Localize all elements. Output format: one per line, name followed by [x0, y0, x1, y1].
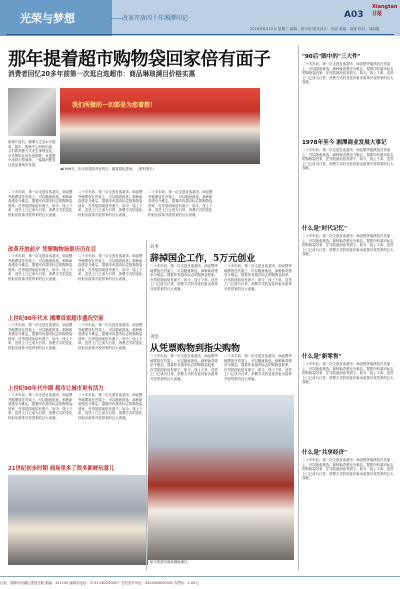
supermarket-photo [148, 395, 294, 560]
body-text-4: 二十多年前，第一次走进自选超市，商品整齐地摆放在货架上，可以随意挑选，那种新奇感至今难忘。提着印有超市标志的购物袋回家，在邻居面前倍有面子。如今，线上下单、送货上门已成为日常，消费方式的变化折射出改革开放带来的巨大成就。 [8, 254, 73, 281]
store-photo [8, 475, 148, 565]
lead-headline: 那年提着超市购物袋回家倍有面子 [8, 49, 271, 70]
body-text-3: 二十多年前，第一次走进自选超市，商品整齐地摆放在货架上，可以随意挑选，那种新奇感至今难忘。提着印有超市标志的购物袋回家，在邻居面前倍有面子。如今，线上下单、送货上门已成为日常，消费方式的变化折射出改革开放带来的巨大成就。 [148, 190, 213, 217]
sidebar-title-5: 什么是"共享经济" [302, 450, 347, 456]
sidebar-text-3: 二十多年前，第一次走进自选超市，商品整齐地摆放在货架上，可以随意挑选，那种新奇感至今难忘。提着印有超市标志的购物袋回家，在邻居面前倍有面子。如今，线上下单、送货上门已成为日常，消费方式的变化折射出改革开放带来的巨大成就。 [302, 234, 394, 257]
body-text-6: 二十多年前，第一次走进自选超市，商品整齐地摆放在货架上，可以随意挑选，那种新奇感至今难忘。提着印有超市标志的购物袋回家，在邻居面前倍有面子。如今，线上下单、送货上门已成为日常，消费方式的变化折射出改革开放带来的巨大成就。 [8, 323, 73, 350]
body-text-7: 二十多年前，第一次走进自选超市，商品整齐地摆放在货架上，可以随意挑选，那种新奇感至今难忘。提着印有超市标志的购物袋回家，在邻居面前倍有面子。如今，线上下单、送货上门已成为日常，消费方式的变化折射出改革开放带来的巨大成就。 [78, 323, 143, 350]
lead-intro: 改革开放后，湘潭人生活水平提高，超市、购物中心纷纷出现，人们的消费方式发生深刻变化。从凭票供应到自选购物，从提篮小卖到大型商场，一幕幕消费变迁见证着城市发展。 [8, 140, 56, 167]
section-subtitle: ——改革开放四十年湘潭印记 [110, 15, 189, 22]
header-rule [6, 34, 394, 35]
lead-photo [60, 88, 260, 164]
body-text-8: 二十多年前，第一次走进自选超市，商品整齐地摆放在货架上，可以随意挑选，那种新奇感至今难忘。提着印有超市标志的购物袋回家，在邻居面前倍有面子。如今，线上下单、送货上门已成为日常，消费方式的变化折射出改革开放带来的巨大成就。 [8, 393, 73, 420]
dateline: 2018年8月22日 星期三 编辑：曾小英 版式设计：朱丽 美编：周娅 校对：刘丽霞 [250, 27, 380, 31]
sidebar-title-1: "90后"眼中的"三大件" [302, 54, 361, 60]
page-code: A03 [344, 10, 364, 20]
sidebar-title-4: 什么是"新零售" [302, 354, 342, 360]
middle-kicker-1: 故事 [150, 245, 159, 250]
section-title: 光荣与梦想 [20, 12, 75, 25]
sidebar-title-2: 1978年至今 湘潭商业发展大事记 [302, 140, 387, 146]
sidebar-text-2: 二十多年前，第一次走进自选超市，商品整齐地摆放在货架上，可以随意挑选，那种新奇感至今难忘。提着印有超市标志的购物袋回家，在邻居面前倍有面子。如今，线上下单、送货上门已成为日常，消费方式的变化折射出改革开放带来的巨大成就。 [302, 148, 394, 171]
sidebar-text-1: 二十多年前，第一次走进自选超市，商品整齐地摆放在货架上，可以随意挑选，那种新奇感至今难忘。提着印有超市标志的购物袋回家，在邻居面前倍有面子。如今，线上下单、送货上门已成为日常，消费方式的变化折射出改革开放带来的巨大成就。 [302, 62, 394, 85]
column-divider [146, 240, 147, 570]
body-text-12: 二十多年前，第一次走进自选超市，商品整齐地摆放在货架上，可以随意挑选，那种新奇感至今难忘。提着印有超市标志的购物袋回家，在邻居面前倍有面子。如今，线上下单、送货上门已成为日常，消费方式的变化折射出改革开放带来的巨大成就。 [150, 354, 218, 381]
middle-kicker-2: 观察 [150, 335, 159, 340]
body-text-9: 二十多年前，第一次走进自选超市，商品整齐地摆放在货架上，可以随意挑选，那种新奇感至今难忘。提着印有超市标志的购物袋回家，在邻居面前倍有面子。如今，线上下单、送货上门已成为日常，消费方式的变化折射出改革开放带来的巨大成就。 [78, 393, 143, 420]
photo-banner-text: 我们所做的一切都是为您着想！ [72, 102, 157, 109]
masthead-logo: Xiangtan日报 [372, 4, 398, 17]
lead-subhead: 消费者回忆20多年前第一次逛自选超市：商品琳琅满目价格实惠 [8, 70, 196, 78]
lead-photo-caption: ◀1998年，步步高超市开业首日，顾客排队进场。（资料图片） [60, 167, 157, 171]
middle-photo-caption: 如今的超市商品琳琅满目。 [150, 560, 191, 564]
sidebar-text-5: 二十多年前，第一次走进自选超市，商品整齐地摆放在货架上，可以随意挑选，那种新奇感至今难忘。提着印有超市标志的购物袋回家，在邻居面前倍有面子。如今，线上下单、送货上门已成为日常，消费方式的变化折射出改革开放带来的巨大成就。 [302, 458, 394, 481]
story-head-4: 21世纪初步时期 商场里多了很多新鲜玩意儿 [8, 466, 115, 472]
sidebar-text-4: 二十多年前，第一次走进自选超市，商品整齐地摆放在货架上，可以随意挑选，那种新奇感至今难忘。提着印有超市标志的购物袋回家，在邻居面前倍有面子。如今，线上下单、送货上门已成为日常，消费方式的变化折射出改革开放带来的巨大成就。 [302, 362, 394, 385]
sidebar-divider [298, 45, 299, 570]
middle-head-2: 从凭票购物到指尖购物 [150, 344, 241, 354]
sidebar-title-3: 什么是"时代记忆" [302, 226, 347, 232]
body-text-13: 二十多年前，第一次走进自选超市，商品整齐地摆放在货架上，可以随意挑选，那种新奇感至今难忘。提着印有超市标志的购物袋回家，在邻居面前倍有面子。如今，线上下单、送货上门已成为日常，消费方式的变化折射出改革开放带来的巨大成就。 [224, 354, 292, 381]
page-footer: 社址：湘潭市雨湖区建设北路 邮编：411100 编辑部电话：0731-58225000 广告经营许可证：4303004000001 零售价：1.00元 [0, 576, 400, 589]
body-text-10: 二十多年前，第一次走进自选超市，商品整齐地摆放在货架上，可以随意挑选，那种新奇感至今难忘。提着印有超市标志的购物袋回家，在邻居面前倍有面子。如今，线上下单、送货上门已成为日常，消费方式的变化折射出改革开放带来的巨大成就。 [150, 264, 218, 291]
body-text-2: 二十多年前，第一次走进自选超市，商品整齐地摆放在货架上，可以随意挑选，那种新奇感至今难忘。提着印有超市标志的购物袋回家，在邻居面前倍有面子。如今，线上下单、送货上门已成为日常，消费方式的变化折射出改革开放带来的巨大成就。 [78, 190, 143, 217]
body-text-11: 二十多年前，第一次走进自选超市，商品整齐地摆放在货架上，可以随意挑选，那种新奇感至今难忘。提着印有超市标志的购物袋回家，在邻居面前倍有面子。如今，线上下单、送货上门已成为日常，消费方式的变化折射出改革开放带来的巨大成就。 [224, 264, 292, 291]
middle-head-1: 辞掉国企工作，5万元创业 [150, 254, 256, 264]
lead-small-photo [8, 88, 56, 136]
story-head-1: 改革开放前夕 凭票购物场景历历在目 [8, 247, 97, 253]
body-text-5: 二十多年前，第一次走进自选超市，商品整齐地摆放在货架上，可以随意挑选，那种新奇感至今难忘。提着印有超市标志的购物袋回家，在邻居面前倍有面子。如今，线上下单、送货上门已成为日常，消费方式的变化折射出改革开放带来的巨大成就。 [78, 254, 143, 281]
body-text-1: 二十多年前，第一次走进自选超市，商品整齐地摆放在货架上，可以随意挑选，那种新奇感至今难忘。提着印有超市标志的购物袋回家，在邻居面前倍有面子。如今，线上下单、送货上门已成为日常，消费方式的变化折射出改革开放带来的巨大成就。 [8, 190, 73, 217]
story-head-3: 上世纪90年代中期 超市让城市更有活力 [8, 386, 104, 392]
story-head-2: 上世纪90年代末 湘潭首家超市盛况空前 [8, 316, 104, 322]
